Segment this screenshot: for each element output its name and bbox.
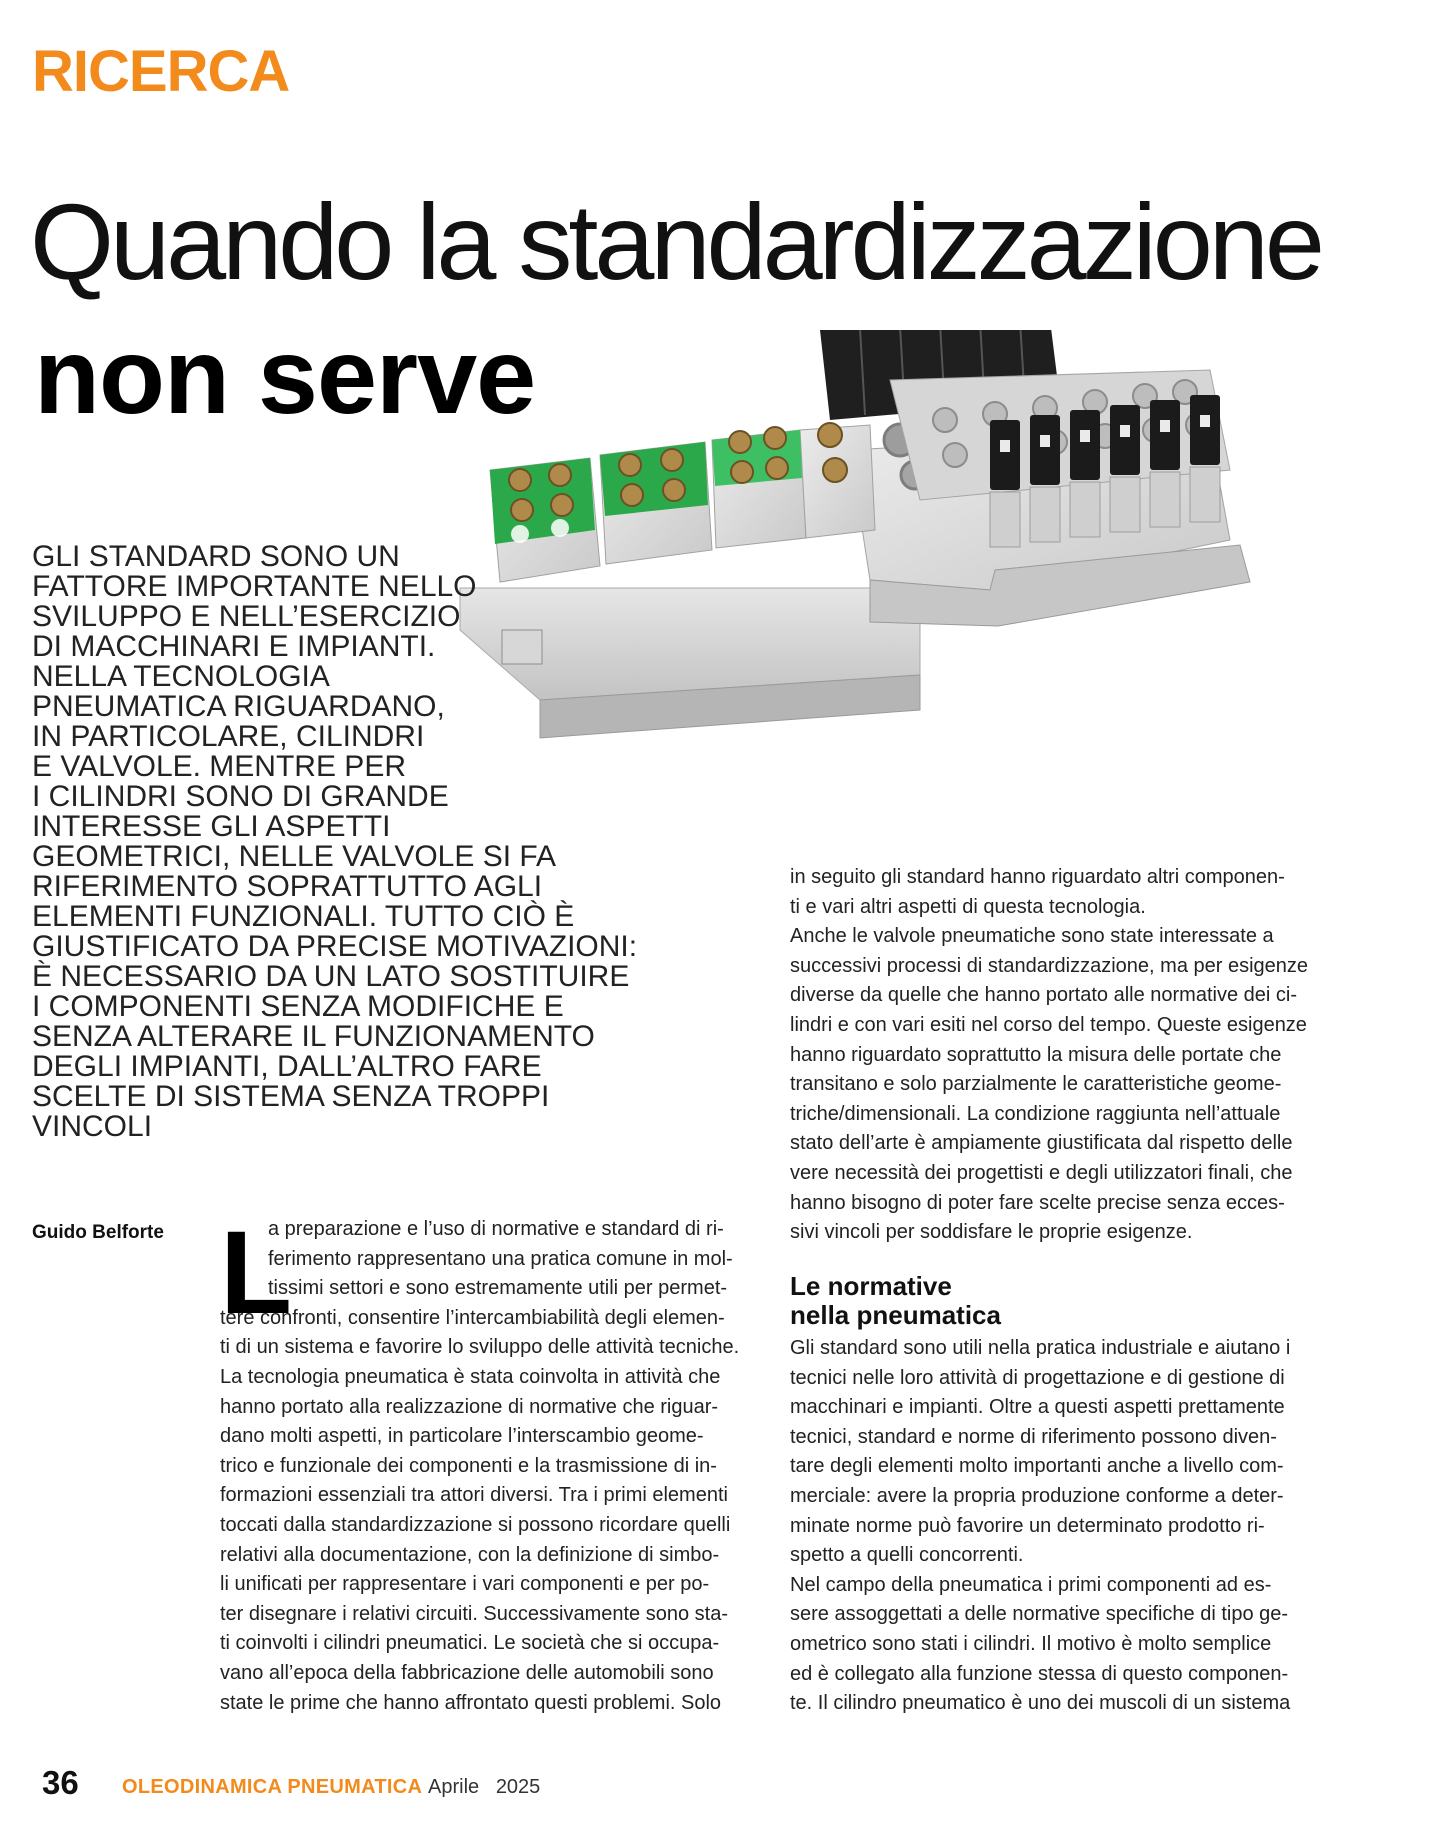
body-line: in seguito gli standard hanno riguardato altri componen-: [790, 866, 1285, 888]
body-line: successivi processi di standardizzazione, ma per esigenze: [790, 954, 1309, 977]
body-line: minate norme può favorire un determinato prodotto ri-: [790, 1514, 1265, 1537]
headline-line-2: non serve: [34, 315, 536, 436]
body-line: stato dell’arte è ampiamente giustificata dal rispetto delle: [790, 1132, 1293, 1155]
lead-paragraph: [32, 540, 638, 1143]
lead-line: GIUSTIFICATO DA PRECISE MOTIVAZIONI:: [32, 930, 638, 963]
body-line: vere necessità dei progettisti e degli utilizzatori finali, che: [790, 1161, 1293, 1184]
body-line: toccati dalla standardizzazione si possono ricordare quelli: [220, 1513, 731, 1536]
body-line: tere confronti, consentire l’intercambiabilità degli elemen-: [220, 1306, 725, 1329]
lead-line: DEGLI IMPIANTI, DALL’ALTRO FARE: [32, 1050, 542, 1083]
subheading-line: Le normative: [790, 1271, 952, 1301]
body-line: tecnici, standard e norme di riferimento possono diven-: [790, 1425, 1277, 1448]
body-line: ter disegnare i relativi circuiti. Successivamente sono sta-: [220, 1602, 728, 1625]
body-line: Anche le valvole pneumatiche sono state interessate a: [790, 925, 1274, 948]
body-line: ti coinvolti i cilindri pneumatici. Le società che si occupa-: [220, 1632, 720, 1655]
body-line: spetto a quelli concorrenti.: [790, 1544, 1024, 1567]
subheading-line: nella pneumatica: [790, 1300, 1001, 1330]
lead-line: IN PARTICOLARE, CILINDRI: [32, 720, 425, 753]
lead-line: PNEUMATICA RIGUARDANO,: [32, 690, 445, 723]
body-line: li unificati per rappresentare i vari componenti e per po-: [220, 1573, 710, 1596]
body-line: sere assoggettati a delle normative specifiche di tipo ge-: [790, 1603, 1289, 1626]
author-byline: Guido Belforte: [32, 1222, 164, 1243]
body-line: lindri e con vari esiti nel corso del tempo. Queste esigenze: [790, 1013, 1307, 1036]
headline-line-1: Quando la standardizzazione: [30, 181, 1321, 302]
body-column-right-top: [790, 863, 1335, 1248]
lead-line: I CILINDRI SONO DI GRANDE: [32, 780, 449, 813]
issue-date: [428, 1776, 540, 1799]
drop-cap: L: [220, 1207, 293, 1339]
lead-line: DI MACCHINARI E IMPIANTI.: [32, 630, 436, 663]
body-line: dano molti aspetti, in particolare l’interscambio geome-: [220, 1425, 704, 1448]
body-line: state le prime che hanno affrontato questi problemi. Solo: [220, 1691, 722, 1714]
body-line: a preparazione e l’uso di normative e standard di ri-: [268, 1218, 724, 1240]
issue-year: 2025: [495, 1776, 541, 1798]
body-line: relativi alla documentazione, con la definizione di simbo-: [220, 1543, 720, 1566]
body-line: macchinari e impianti. Oltre a questi aspetti prettamente: [790, 1396, 1285, 1419]
body-line: ferimento rappresentano una pratica comune in mol-: [268, 1247, 733, 1270]
body-line: trico e funzionale dei componenti e la trasmissione di in-: [220, 1454, 717, 1477]
lead-line: FATTORE IMPORTANTE NELLO: [32, 570, 477, 603]
lead-line: GLI STANDARD SONO UN: [32, 540, 400, 573]
page-number: 36: [42, 1764, 79, 1801]
body-line: hanno portato alla realizzazione di normative che riguar-: [220, 1395, 719, 1418]
body-line: hanno bisogno di poter fare scelte precise senza ecces-: [790, 1191, 1285, 1214]
body-line: te. Il cilindro pneumatico è uno dei muscoli di un sistema: [790, 1692, 1291, 1715]
lead-line: INTERESSE GLI ASPETTI: [32, 810, 391, 843]
body-line: ed è collegato alla funzione stessa di questo componen-: [790, 1662, 1289, 1685]
lead-line: NELLA TECNOLOGIA: [32, 660, 330, 693]
body-line: ometrico sono stati i cilindri. Il motivo è molto semplice: [790, 1632, 1272, 1655]
body-line: tare degli elementi molto importanti anche a livello com-: [790, 1455, 1284, 1478]
body-line: tecnici nelle loro attività di progettazione e di gestione di: [790, 1366, 1285, 1389]
body-line: Gli standard sono utili nella pratica industriale e aiutano i: [790, 1337, 1291, 1359]
lead-line: SENZA ALTERARE IL FUNZIONAMENTO: [32, 1020, 595, 1053]
body-line: triche/dimensionali. La condizione raggiunta nell’attuale: [790, 1102, 1281, 1125]
body-line: ti di un sistema e favorire lo sviluppo delle attività tecniche.: [220, 1336, 740, 1359]
body-line: merciale: avere la propria produzione conforme a deter-: [790, 1484, 1284, 1507]
section-tag: RICERCA: [32, 39, 290, 104]
body-line: diverse da quelle che hanno portato alle normative dei ci-: [790, 984, 1297, 1007]
body-line: ti e vari altri aspetti di questa tecnologia.: [790, 895, 1146, 918]
lead-line: GEOMETRICI, NELLE VALVOLE SI FA: [32, 840, 557, 873]
body-line: transitano e solo parzialmente le caratteristiche geome-: [790, 1073, 1282, 1096]
body-line: hanno riguardato soprattutto la misura delle portate che: [790, 1043, 1282, 1066]
body-column-left: [220, 1207, 765, 1718]
lead-line: ELEMENTI FUNZIONALI. TUTTO CIÒ È: [32, 900, 575, 933]
body-line: sivi vincoli per soddisfare le proprie esigenze.: [790, 1221, 1193, 1244]
body-column-right-bottom: [790, 1334, 1335, 1719]
body-line: vano all’epoca della fabbricazione delle automobili sono: [220, 1661, 714, 1684]
body-line: tissimi settori e sono estremamente utili per permet-: [268, 1277, 728, 1300]
lead-line: SCELTE DI SISTEMA SENZA TROPPI: [32, 1080, 550, 1113]
lead-line: SVILUPPO E NELL’ESERCIZIO: [32, 600, 461, 633]
publication-name: OLEODINAMICA PNEUMATICA: [122, 1776, 423, 1798]
body-line: Nel campo della pneumatica i primi componenti ad es-: [790, 1573, 1272, 1596]
issue-month: Aprile: [428, 1776, 480, 1798]
body-line: La tecnologia pneumatica è stata coinvolta in attività che: [220, 1365, 721, 1388]
lead-line: I COMPONENTI SENZA MODIFICHE E: [32, 990, 564, 1023]
lead-line: E VALVOLE. MENTRE PER: [32, 750, 406, 783]
lead-line: VINCOLI: [32, 1110, 153, 1143]
lead-line: RIFERIMENTO SOPRATTUTTO AGLI: [32, 870, 543, 903]
section-subheading: [790, 1272, 1001, 1330]
lead-line: È NECESSARIO DA UN LATO SOSTITUIRE: [32, 960, 630, 993]
body-line: formazioni essenziali tra attori diversi. Tra i primi elementi: [220, 1484, 728, 1507]
